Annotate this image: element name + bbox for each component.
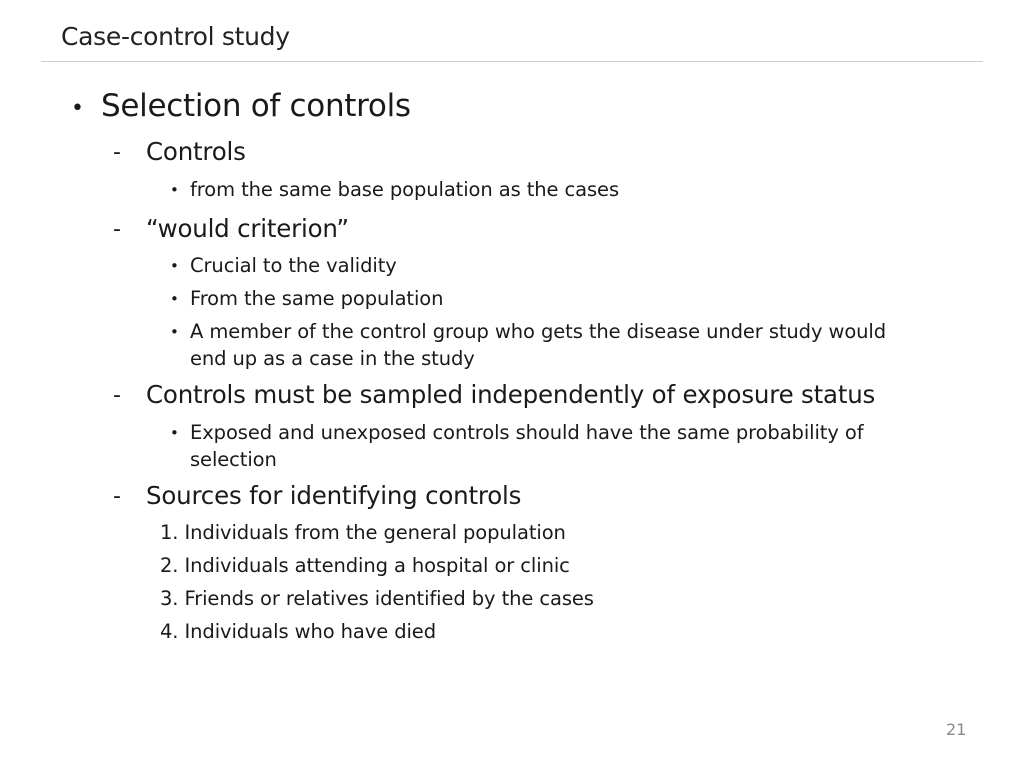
subsection-title: Controls must be sampled independently of exposure status bbox=[146, 380, 876, 409]
dash-glyph: - bbox=[113, 217, 121, 242]
bullet-glyph: • bbox=[170, 323, 179, 341]
list-item: From the same population bbox=[190, 287, 444, 310]
list-item-continuation: selection bbox=[190, 448, 277, 471]
list-item: from the same base population as the cases bbox=[190, 178, 620, 201]
numbered-item: 2. Individuals attending a hospital or clinic bbox=[160, 554, 570, 577]
dash-glyph: - bbox=[113, 484, 121, 509]
bullet-glyph: • bbox=[170, 290, 179, 308]
bullet-glyph: • bbox=[71, 96, 84, 121]
numbered-item: 4. Individuals who have died bbox=[160, 620, 436, 643]
numbered-item: 1. Individuals from the general population bbox=[160, 521, 566, 544]
dash-glyph: - bbox=[113, 140, 121, 165]
bullet-glyph: • bbox=[170, 181, 179, 199]
bullet-glyph: • bbox=[170, 257, 179, 275]
list-item: Exposed and unexposed controls should have the same probability of bbox=[190, 421, 864, 444]
page-number: 21 bbox=[946, 720, 967, 739]
bullet-glyph: • bbox=[170, 424, 179, 442]
subsection-title: “would criterion” bbox=[146, 214, 349, 243]
section-heading: Selection of controls bbox=[101, 88, 411, 124]
list-item-continuation: end up as a case in the study bbox=[190, 347, 475, 370]
numbered-item: 3. Friends or relatives identified by the cases bbox=[160, 587, 594, 610]
list-item: A member of the control group who gets the disease under study would bbox=[190, 320, 887, 343]
slide-title: Case-control study bbox=[61, 22, 290, 51]
subsection-title: Sources for identifying controls bbox=[146, 481, 522, 510]
list-item: Crucial to the validity bbox=[190, 254, 397, 277]
dash-glyph: - bbox=[113, 383, 121, 408]
subsection-title: Controls bbox=[146, 137, 246, 166]
